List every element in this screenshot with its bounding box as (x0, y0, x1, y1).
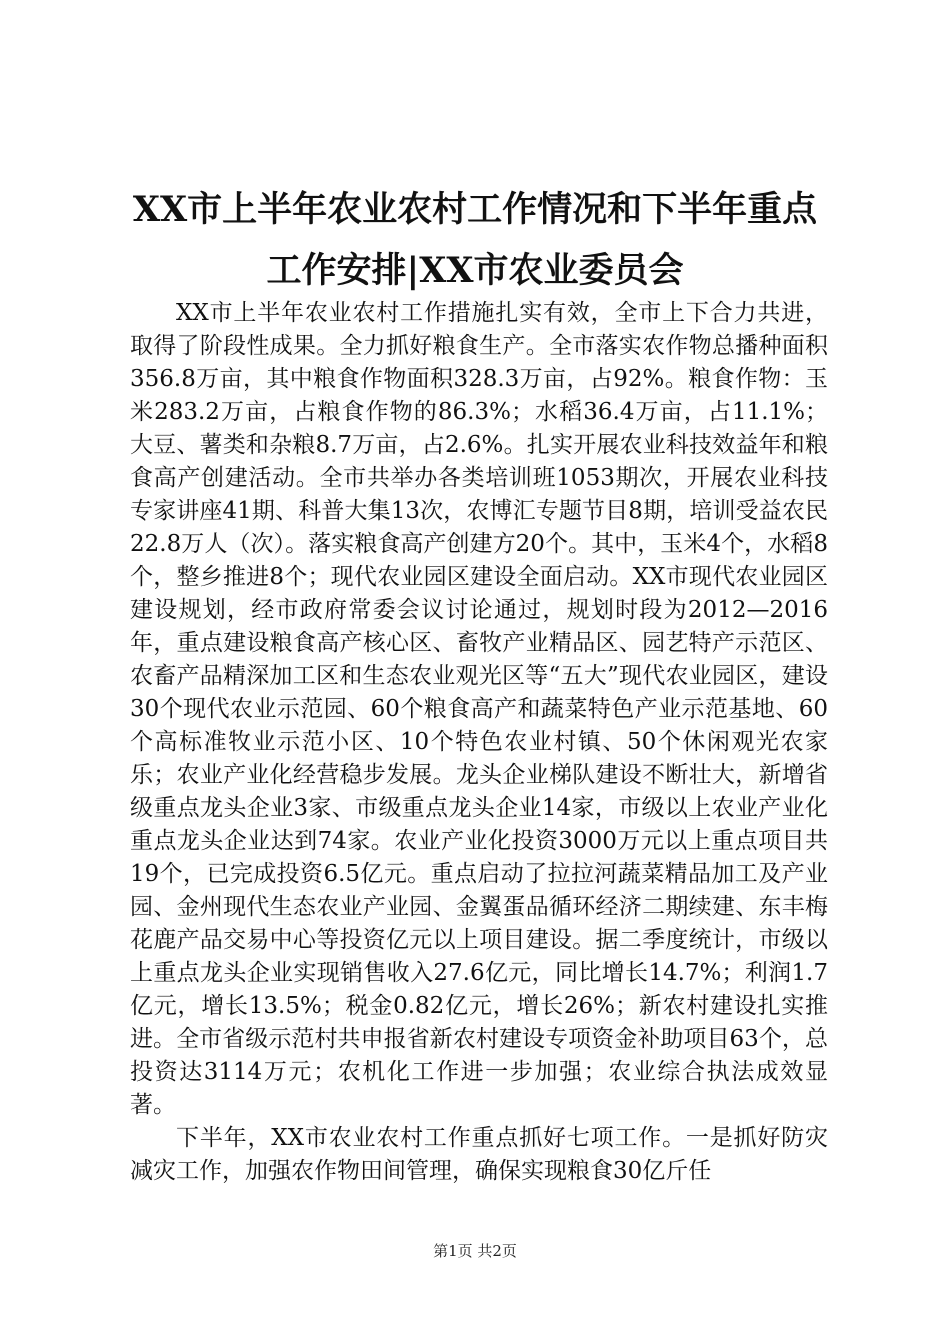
page-footer: 第1页 共2页 (433, 1242, 517, 1260)
body-paragraph-1: XX市上半年农业农村工作措施扎实有效，全市上下合力共进，取得了阶段性成果。全力抓好粮食生产。全市落实农作物总播种面积356.8万亩，其中粮食作物面积328.3万亩，占92%。粮食作物：玉米283.2万亩，占粮食作物的86.3%；水稻36.4万亩，占11.1%；大豆、薯类和杂粮8.7万亩，占2.6%。扎实开展农业科技效益年和粮食高产创建活动。全市共举办各类培训班1053期次，开展农业科技专家讲座41期、科普大集13次，农博汇专题节目8期，培训受益农民22.8万人（次）。落实粮食高产创建方20个。其中，玉米4个，水稻8个，整乡推进8个；现代农业园区建设全面启动。XX市现代农业园区建设规划，经市政府常委会议讨论通过，规划时段为2012—2016年，重点建设粮食高产核心区、畜牧产业精品区、园艺特产示范区、农畜产品精深加工区和生态农业观光区等“五大”现代农业园区，建设30个现代农业示范园、60个粮食高产和蔬菜特色产业示范基地、60个高标准牧业示范小区、10个特色农业村镇、50个休闲观光农家乐；农业产业化经营稳步发展。龙头企业梯队建设不断壮大，新增省级重点龙头企业3家、市级重点龙头企业14家，市级以上农业产业化重点龙头企业达到74家。农业产业化投资3000万元以上重点项目共19个，已完成投资6.5亿元。重点启动了拉拉河蔬菜精品加工及产业园、金州现代生态农业产业园、金翼蛋品循环经济二期续建、东丰梅花鹿产品交易中心等投资亿元以上项目建设。据二季度统计，市级以上重点龙头企业实现销售收入27.6亿元，同比增长14.7%；利润1.7亿元，增长13.5%；税金0.82亿元，增长26%；新农村建设扎实推进。全市省级示范村共申报省新农村建设专项资金补助项目63个，总投资达3114万元；农机化工作进一步加强；农业综合执法成效显著。 (130, 300, 828, 1118)
document-body (130, 297, 828, 1188)
document-title-line-2: 工作安排|XX市农业委员会 (266, 250, 684, 291)
document-title-line-1: XX市上半年农业农村工作情况和下半年重点 (132, 189, 818, 230)
body-paragraph-2: 下半年，XX市农业农村工作重点抓好七项工作。一是抓好防灾减灾工作，加强农作物田间管理，确保实现粮食30亿斤任 (130, 1125, 828, 1184)
